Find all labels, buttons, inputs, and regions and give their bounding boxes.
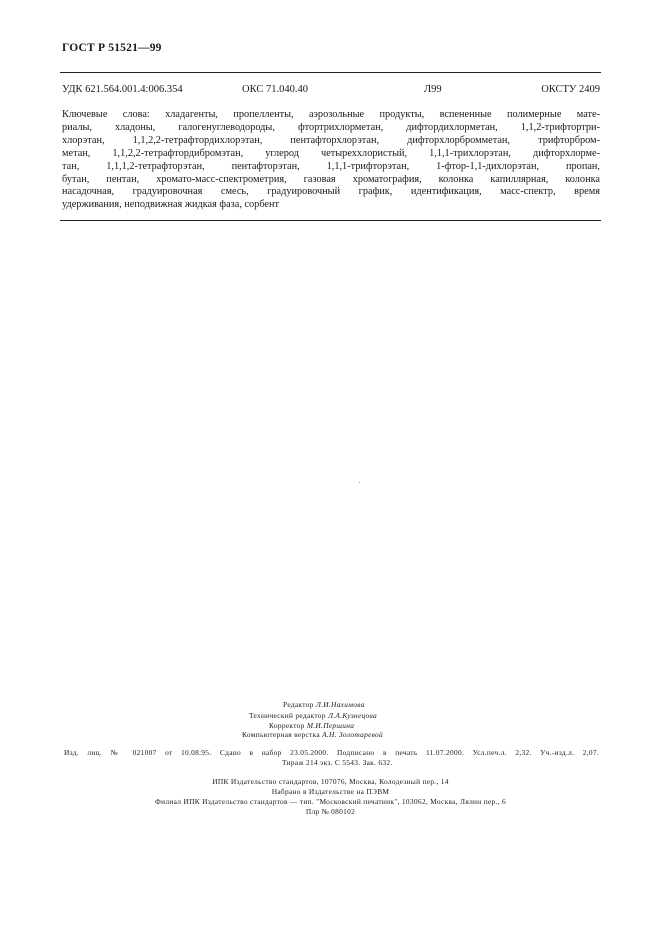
editor-credit: [283, 700, 365, 709]
printing-branch-address: Филиал ИПК Издательство стандартов — тип. "Московский печатник", 103062, Москва, Лялин пер., 6: [155, 797, 506, 806]
keywords-line: метан, 1,1,2,2-тетрафтордибромэтан, углерод четыреххлористый, 1,1,1-трихлорэтан, дифторхлорме-: [62, 147, 600, 159]
tech-editor-role: Технический редактор: [249, 711, 326, 720]
publication-info-line: Изд. лиц. № 021007 от 10.08.95. Сдано в набор 23.05.2000. Подписано в печать 11.07.2000. Усл.печ.л. 2,32. Уч.-изд.л. 2,07.: [64, 748, 599, 757]
plr-number: Плр № 080102: [305, 807, 356, 816]
publisher-typeset-note: Набрано в Издательстве на ПЭВМ: [271, 787, 390, 796]
keywords-line: тан, 1,1,1,2-тетрафторэтан, пентафторэтан, 1,1,1-трифторэтан, 1-фтор-1,1-дихлорэтан, пропан,: [62, 160, 600, 172]
layout-name: А.Н. Золотаревой: [322, 730, 384, 739]
proofreader-role: Корректор: [269, 721, 305, 730]
classification-codes-row: [62, 84, 600, 98]
proofreader-name: М.И.Першина: [306, 721, 355, 730]
keywords-line: хлорэтан, 1,1,2,2-тетрафтордихлорэтан, пентафторхлорэтан, дифторхлорбромметан, трифторбром-: [62, 134, 600, 146]
scan-speck: [359, 482, 360, 483]
layout-role: Компьютерная верстка: [242, 730, 320, 739]
keywords-line: удерживания, неподвижная жидкая фаза, сорбент: [62, 199, 280, 211]
keywords-line: Ключевые слова: хладагенты, пропелленты, аэрозольные продукты, вспененные полимерные мате-: [62, 109, 600, 120]
tech-editor-name: Л.А.Кузнецова: [327, 711, 377, 720]
keywords-line: бутан, пентан, хромато-масс-спектрометрия, газовая хроматография, колонка капиллярная, колонка: [62, 173, 600, 185]
publisher-address: ИПК Издательство стандартов, 107076, Москва, Колодезный пер., 14: [212, 777, 449, 786]
oks-code: ОКС 71.040.40: [242, 84, 308, 95]
proofreader-credit: [269, 721, 354, 730]
okstu-code: ОКСТУ 2409: [541, 84, 600, 95]
editor-role: Редактор: [283, 700, 314, 709]
layout-credit: [242, 730, 383, 739]
keywords-line: насадочная, градуировочная смесь, градуировочный график, идентификация, масс-спектр, время: [62, 186, 600, 198]
top-divider: [60, 72, 601, 73]
standard-code-header: ГОСТ Р 51521—99: [62, 42, 162, 54]
keywords-line: риалы, хладоны, галогенуглеводороды, фтортрихлорметан, дифтордихлорметан, 1,1,2-трифтортри-: [62, 121, 600, 133]
bottom-divider: [60, 220, 601, 221]
tech-editor-credit: [249, 711, 377, 720]
publication-run-line: Тираж 214 экз. С 5543. Зак. 632.: [282, 758, 393, 767]
editor-name: Л.И.Нахимова: [315, 700, 365, 709]
keywords-paragraph: [62, 109, 600, 212]
udk-code: УДК 621.564.001.4:006.354: [62, 84, 183, 95]
group-code: Л99: [424, 84, 442, 95]
